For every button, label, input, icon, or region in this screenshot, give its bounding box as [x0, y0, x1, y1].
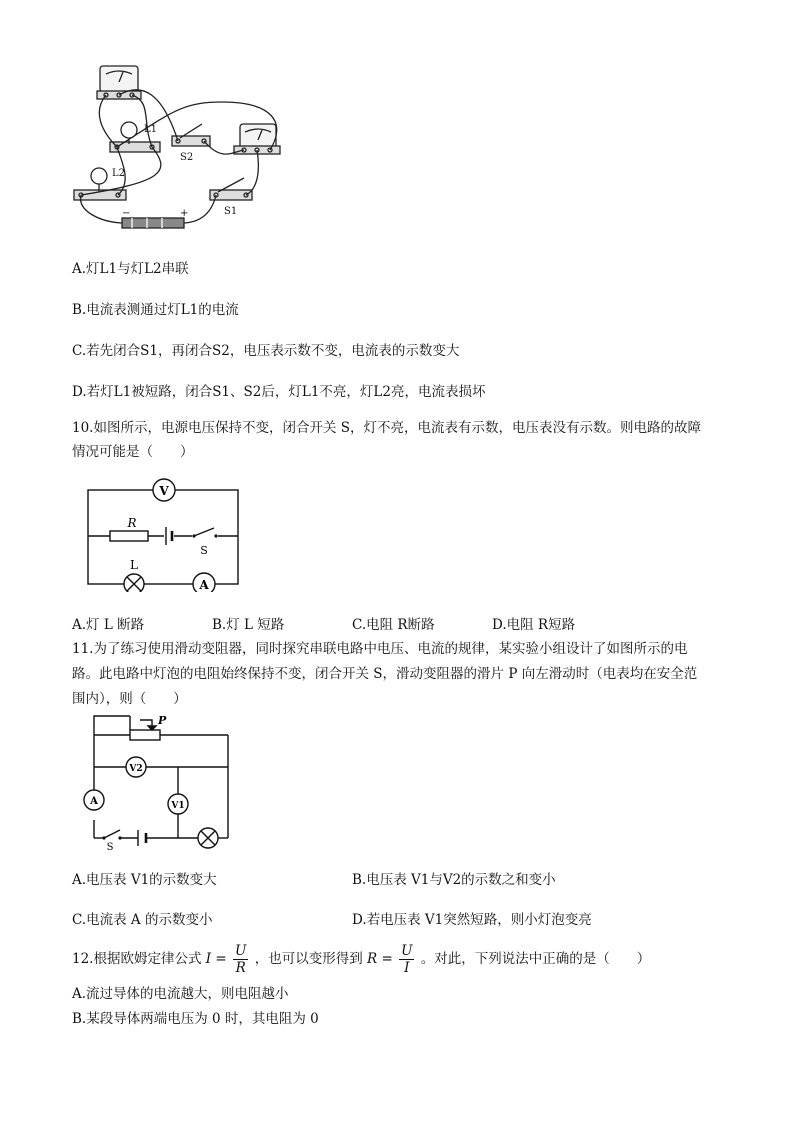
lamp-symbol [124, 574, 144, 592]
q12-formula1-denominator: R [235, 960, 246, 976]
q12-stem-suffix: 。对此，下列说法中正确的是（ ） [420, 951, 651, 967]
q12-formula2-lhs: R = [367, 951, 393, 967]
resistor-symbol [110, 531, 148, 541]
q12-formula2-denominator: I [404, 960, 410, 976]
q10-option-c[interactable]: C.电阻 R断路 [352, 617, 435, 633]
q11-option-a[interactable]: A.电压表 V1的示数变大 [72, 872, 217, 888]
q12-formula1-numerator: U [235, 943, 247, 959]
q9-option-a[interactable]: A.灯L1与灯L2串联 [72, 261, 189, 277]
q12-formula1-lhs: I = [205, 951, 227, 967]
q9-circuit-figure [72, 62, 292, 238]
battery-symbol [164, 524, 174, 548]
voltmeter-v2-label: V2 [129, 764, 143, 774]
label-l1: L1 [144, 124, 158, 135]
voltmeter-v1-label: V1 [171, 801, 185, 811]
q12-stem [72, 942, 650, 976]
label-negative: − [122, 208, 131, 219]
q12-formula2-fraction [399, 943, 414, 976]
battery-pack [122, 218, 184, 228]
q9-option-d[interactable]: D.若灯L1被短路，闭合S1、S2后，灯L1不亮，灯L2亮，电流表损坏 [72, 384, 486, 400]
q11-stem-line2: 路。此电路中灯泡的电阻始终保持不变，闭合开关 S，滑动变阻器的滑片 P 向左滑动时（电表均在安全范 [72, 666, 698, 682]
slider-label: P [158, 714, 167, 727]
q11-option-d[interactable]: D.若电压表 V1突然短路，则小灯泡变亮 [352, 912, 592, 928]
switch-label: S [200, 544, 208, 557]
switch-s2 [172, 124, 210, 146]
q10-option-b[interactable]: B.灯 L 短路 [212, 617, 285, 633]
q9-option-b[interactable]: B.电流表测通过灯L1的电流 [72, 302, 239, 318]
q10-option-d[interactable]: D.电阻 R短路 [492, 617, 576, 633]
label-s2: S2 [180, 152, 194, 163]
switch-symbol [192, 526, 218, 540]
q12-formula1-fraction [233, 943, 248, 976]
q10-option-a[interactable]: A.灯 L 断路 [72, 617, 145, 633]
q10-stem-line1: 10.如图所示，电源电压保持不变，闭合开关 S，灯不亮，电流表有示数，电压表没有示数。则电路的故障 [72, 420, 702, 436]
lamp-symbol [198, 828, 218, 848]
resistor-label: R [127, 516, 137, 530]
q12-stem-prefix: 12.根据欧姆定律公式 [72, 951, 202, 967]
q9-option-c[interactable]: C.若先闭合S1，再闭合S2，电压表示数不变，电流表的示数变大 [72, 343, 460, 359]
label-l2: L2 [112, 168, 126, 179]
battery-symbol [138, 830, 146, 846]
voltmeter-label: V [159, 484, 169, 498]
label-positive: + [180, 208, 189, 219]
label-s1: S1 [224, 206, 238, 217]
q12-option-a[interactable]: A.流过导体的电流越大，则电阻越小 [72, 986, 289, 1002]
ammeter-device [234, 124, 280, 154]
q11-option-b[interactable]: B.电压表 V1与V2的示数之和变小 [352, 872, 556, 888]
q12-option-b[interactable]: B.某段导体两端电压为 0 时，其电阻为 0 [72, 1011, 319, 1027]
q11-option-c[interactable]: C.电流表 A 的示数变小 [72, 912, 213, 928]
switch-s1 [210, 178, 252, 200]
q11-stem-line1: 11.为了练习使用滑动变阻器，同时探究串联电路中电压、电流的规律，某实验小组设计了如图所示的电 [72, 641, 688, 657]
voltmeter-device [97, 66, 141, 99]
q10-circuit-figure [80, 474, 250, 592]
q12-stem-middle: ，也可以变形得到 [254, 951, 363, 967]
q10-stem-line2: 情况可能是（ ） [72, 444, 194, 460]
lamp-label: L [130, 558, 138, 572]
q12-formula2-numerator: U [401, 943, 413, 959]
ammeter-label: A [199, 578, 209, 592]
q11-stem-line3: 围内），则（ ） [72, 691, 187, 707]
q11-circuit-figure [76, 712, 240, 852]
ammeter-label: A [90, 796, 98, 807]
switch-label: S [106, 842, 114, 852]
switch-symbol [102, 830, 121, 840]
